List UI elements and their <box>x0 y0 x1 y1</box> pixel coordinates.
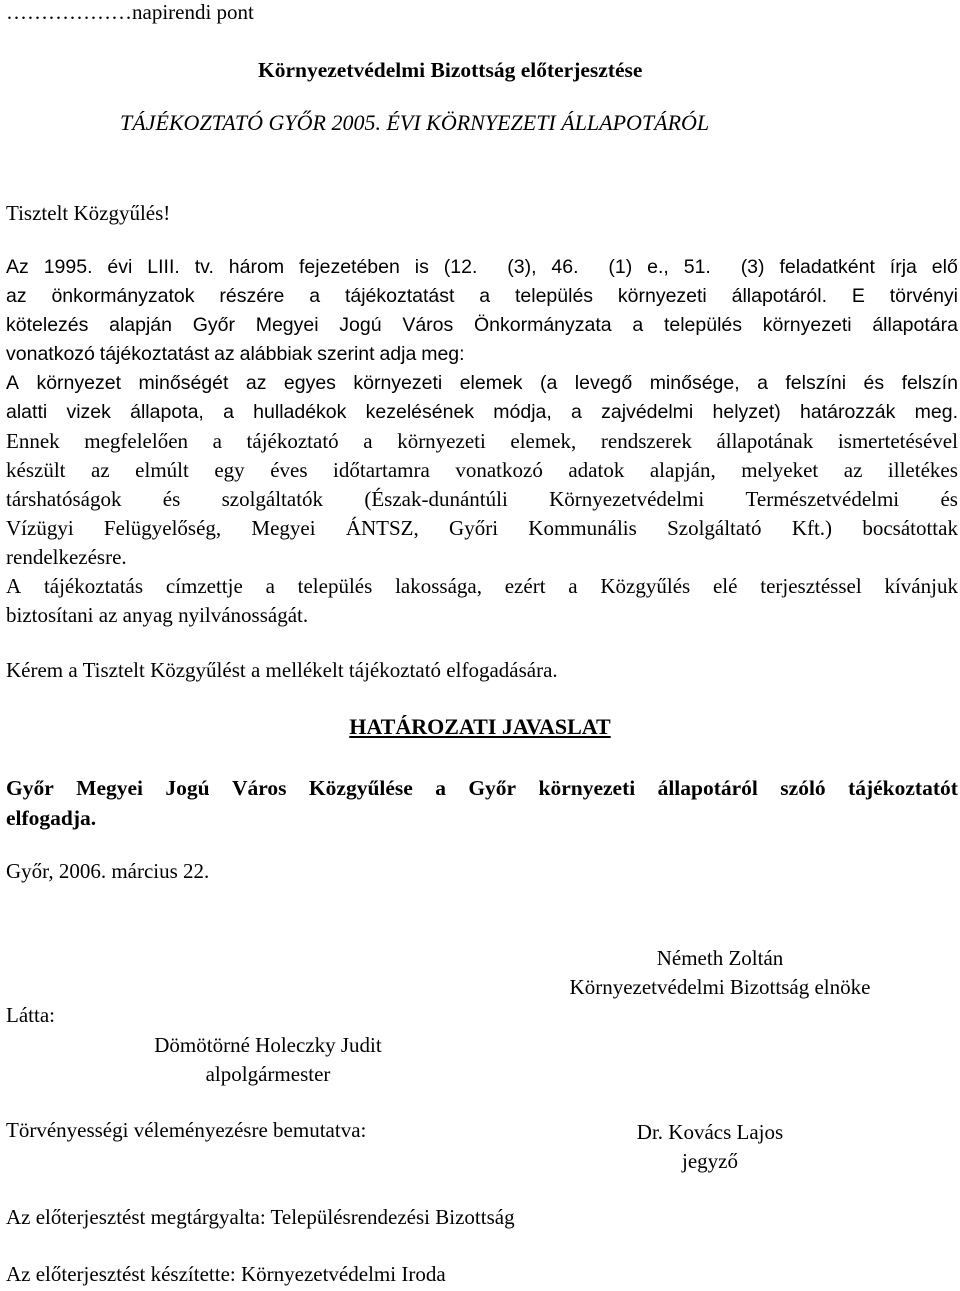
body-word: település <box>663 314 742 336</box>
deputy-name: Dömötörné Holeczky Judit <box>154 1033 382 1057</box>
body-word: Természetvédelmi <box>745 487 900 511</box>
body-line <box>6 543 958 572</box>
body-word: Kommunális <box>528 516 637 540</box>
body-word: zajvédelmi <box>601 401 694 423</box>
body-word: a <box>479 285 491 307</box>
request-sentence: Kérem a Tisztelt Közgyűlést a mellékelt tájékoztató elfogadására. <box>6 658 558 682</box>
body-word: terjesztéssel <box>760 574 862 598</box>
body-word: az <box>214 343 235 365</box>
body-word: fejezetében <box>299 256 400 278</box>
body-paragraphs <box>6 253 958 630</box>
body-word: módja, <box>493 401 552 423</box>
body-word: egyes <box>283 372 336 394</box>
body-word: környezet <box>36 372 121 394</box>
body-line <box>6 282 958 311</box>
body-word: adatok <box>568 458 625 482</box>
body-word: a <box>265 574 275 598</box>
body-word: lakossága, <box>395 574 482 598</box>
prepared-by-line: Az előterjesztést készítette: Környezetvédelmi Iroda <box>6 1262 446 1286</box>
body-word: önkormányzatok <box>51 285 195 307</box>
body-word: és <box>162 487 181 511</box>
body-word: is <box>414 256 429 278</box>
body-word: a <box>309 285 321 307</box>
resolution-line <box>6 773 958 803</box>
body-word: vizek <box>66 401 111 423</box>
deputy-signature-block <box>108 1031 428 1089</box>
body-word: tájékoztatást <box>344 285 455 307</box>
body-line <box>6 340 958 369</box>
resolution-word: Közgyűlése <box>308 776 413 800</box>
notary-signature-block <box>600 1118 820 1176</box>
body-word: három <box>228 256 285 278</box>
body-word: készült <box>6 458 66 482</box>
body-word: a <box>571 401 582 423</box>
body-word: anyag <box>122 603 173 627</box>
body-word: ismertetésével <box>837 429 958 453</box>
body-word: település <box>514 285 594 307</box>
body-word: melyeket <box>741 458 819 482</box>
resolution-word: szóló <box>780 776 826 800</box>
body-word: az <box>6 285 27 307</box>
body-word: alábbiak <box>239 343 313 365</box>
body-word: állapotára <box>872 314 958 336</box>
body-word: a <box>757 372 768 394</box>
body-word: környezeti <box>762 314 852 336</box>
body-line <box>6 253 958 282</box>
body-word: Megyei <box>255 314 319 336</box>
notary-title: jegyző <box>682 1149 738 1173</box>
body-word: Győr <box>192 314 235 336</box>
body-word: 1995. <box>43 256 93 278</box>
body-line <box>6 311 958 340</box>
body-word: címzettje <box>165 574 243 598</box>
body-word: éves <box>270 458 308 482</box>
body-word: Szolgáltató <box>667 516 762 540</box>
resolution-word: a <box>435 776 446 800</box>
body-line <box>6 427 958 456</box>
body-word: LIII. <box>147 256 180 278</box>
body-word: az <box>91 458 110 482</box>
body-word: elemek <box>459 372 523 394</box>
body-word: részére <box>219 285 285 307</box>
committee-title: Környezetvédelmi Bizottság előterjesztése <box>258 58 643 82</box>
resolution-word: Város <box>231 776 287 800</box>
body-word: a <box>632 314 644 336</box>
salutation: Tisztelt Közgyűlés! <box>6 201 171 225</box>
body-word: (1) <box>608 256 633 278</box>
body-word: állapotának <box>716 429 814 453</box>
body-word: 51. <box>683 256 711 278</box>
body-word: elé <box>712 574 738 598</box>
body-word: szerint <box>317 343 375 365</box>
body-word: elő <box>931 256 958 278</box>
body-word: egy <box>214 458 245 482</box>
body-word: nyilvánosságát. <box>178 603 309 627</box>
body-word: 46. <box>551 256 579 278</box>
body-word: illetékes <box>887 458 958 482</box>
chair-signature-block <box>520 944 920 1002</box>
body-word: környezeti <box>397 429 486 453</box>
body-word: meg. <box>914 401 958 423</box>
chair-name: Németh Zoltán <box>656 946 784 970</box>
body-word: állapotáról. <box>731 285 828 307</box>
body-word: vonatkozó <box>6 343 95 365</box>
resolution-word: környezeti <box>538 776 636 800</box>
body-word: a <box>568 574 578 598</box>
chair-title: Környezetvédelmi Bizottság elnöke <box>569 975 871 999</box>
body-word: Város <box>402 314 454 336</box>
resolution-heading: HATÁROZATI JAVASLAT <box>349 714 611 739</box>
body-word: település <box>297 574 373 598</box>
body-word: tájékoztatás <box>43 574 144 598</box>
body-word: környezeti <box>353 372 443 394</box>
resolution-line <box>6 803 958 833</box>
body-word: Kft.) <box>791 516 833 540</box>
body-word: vonatkozó <box>455 458 543 482</box>
body-word: felszín <box>901 372 958 394</box>
body-word: és <box>940 487 958 511</box>
resolution-word: állapotáról <box>657 776 758 800</box>
resolution-text <box>6 773 958 833</box>
body-word: az <box>98 603 118 627</box>
body-word: Jogú <box>339 314 382 336</box>
resolution-word: tájékoztatót <box>848 776 958 800</box>
body-line <box>6 601 958 630</box>
body-word: és <box>863 372 885 394</box>
body-word: hulladékok <box>253 401 347 423</box>
body-word: Környezetvédelmi <box>549 487 705 511</box>
body-word: (3) <box>740 256 765 278</box>
body-word: évi <box>107 256 133 278</box>
body-word: Az <box>6 256 29 278</box>
body-word: kívánjuk <box>884 574 958 598</box>
body-word: bocsátottak <box>862 516 958 540</box>
body-line <box>6 514 958 543</box>
body-word: Győri <box>449 516 499 540</box>
body-word: A <box>6 372 20 394</box>
body-word: e., <box>647 256 669 278</box>
body-word: ezért <box>504 574 546 598</box>
body-word: a <box>223 401 234 423</box>
body-word: az <box>843 458 863 482</box>
body-word: rendelkezésre. <box>6 545 127 569</box>
body-word: szolgáltatók <box>221 487 324 511</box>
body-word: Megyei <box>251 516 316 540</box>
body-word: környezeti <box>617 285 707 307</box>
body-word: megfelelően <box>84 429 189 453</box>
body-word: adja <box>379 343 417 365</box>
resolution-word: elfogadja. <box>6 806 97 830</box>
body-word: (3), <box>507 256 537 278</box>
body-word: minősége, <box>649 372 740 394</box>
body-word: feladatként <box>779 256 875 278</box>
body-word: kötelezés <box>6 314 89 336</box>
body-word: helyzet) <box>712 401 781 423</box>
body-word: tájékoztatást <box>99 343 210 365</box>
body-word: a <box>363 429 373 453</box>
body-word: tájékoztató <box>246 429 339 453</box>
body-word: (12. <box>443 256 478 278</box>
body-word: ÁNTSZ, <box>345 516 419 540</box>
body-word: állapota, <box>130 401 204 423</box>
body-word: Ennek <box>6 429 60 453</box>
discussed-by-line: Az előterjesztést megtárgyalta: Településrendezési Bizottság <box>6 1205 515 1229</box>
agenda-item-line: ………………napirendi pont <box>6 0 254 24</box>
body-word: (Észak-dunántúli <box>364 487 508 511</box>
body-line <box>6 485 958 514</box>
body-word: alapján, <box>649 458 716 482</box>
body-line <box>6 398 958 427</box>
body-word: kezelésének <box>365 401 475 423</box>
body-line <box>6 456 958 485</box>
document-title: TÁJÉKOZTATÓ GYŐR 2005. ÉVI KÖRNYEZETI ÁLLAPOTÁRÓL <box>120 110 710 135</box>
seen-label: Látta: <box>6 1003 55 1027</box>
deputy-title: alpolgármester <box>205 1062 331 1086</box>
body-line <box>6 369 958 398</box>
body-word: tv. <box>194 256 214 278</box>
body-word: alatti <box>6 401 48 423</box>
body-word: társhatóságok <box>6 487 122 511</box>
body-line <box>6 572 958 601</box>
body-word: törvényi <box>889 285 958 307</box>
body-word: A <box>6 574 22 598</box>
body-word: időtartamra <box>333 458 430 482</box>
legal-review-label: Törvényességi véleményezésre bemutatva: <box>6 1118 367 1142</box>
body-word: az <box>245 372 267 394</box>
body-word: levegő <box>574 372 633 394</box>
body-word: E <box>851 285 865 307</box>
body-word: rendszerek <box>600 429 692 453</box>
body-word: Vízügyi <box>6 516 74 540</box>
body-word: minőségét <box>138 372 229 394</box>
resolution-word: Megyei <box>76 776 144 800</box>
body-word: a <box>212 429 222 453</box>
place-date: Győr, 2006. március 22. <box>6 859 210 883</box>
body-word: Közgyűlés <box>600 574 691 598</box>
body-word: Felügyelőség, <box>103 516 222 540</box>
body-word: elemek, <box>510 429 577 453</box>
body-word: felszíni <box>785 372 847 394</box>
body-word: írja <box>889 256 917 278</box>
notary-name: Dr. Kovács Lajos <box>636 1120 784 1144</box>
resolution-word: Győr <box>468 776 517 800</box>
body-word: meg: <box>421 343 465 365</box>
body-word: elmúlt <box>135 458 189 482</box>
body-word: (a <box>540 372 558 394</box>
body-word: határozzák <box>800 401 896 423</box>
resolution-word: Győr <box>6 776 54 800</box>
body-word: biztosítani <box>6 603 94 627</box>
body-word: alapján <box>109 314 172 336</box>
body-word: Önkormányzata <box>473 314 612 336</box>
resolution-word: Jogú <box>165 776 210 800</box>
